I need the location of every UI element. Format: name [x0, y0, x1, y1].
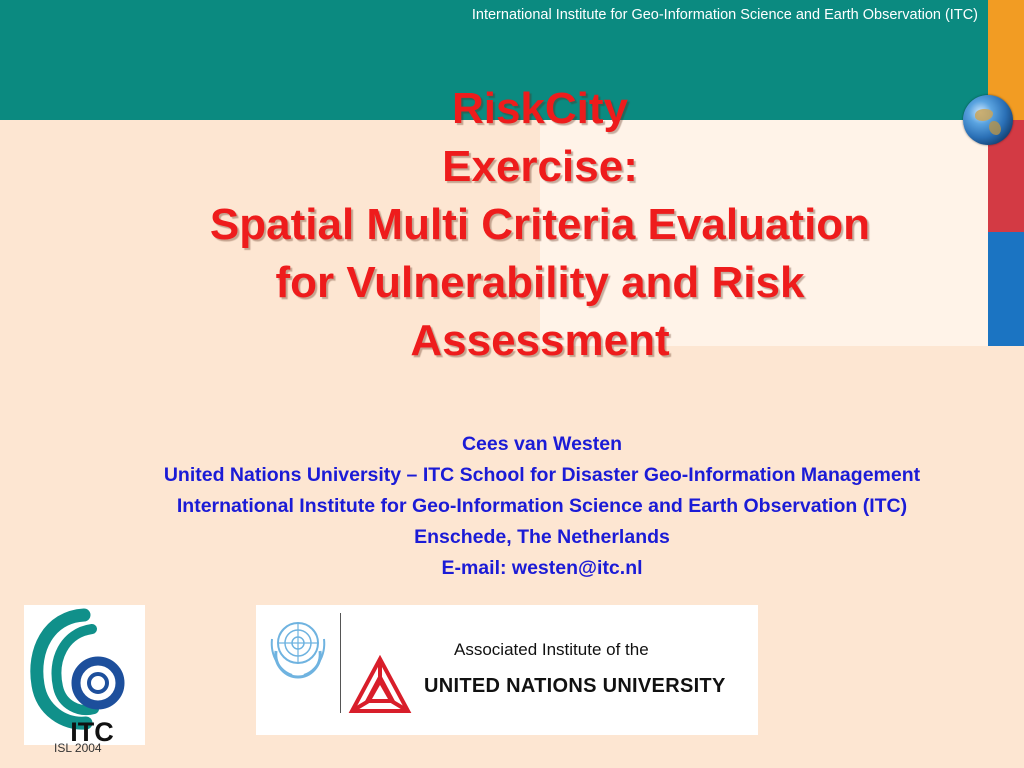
logo-divider: [340, 613, 341, 713]
title-line-1: RiskCity: [451, 84, 629, 133]
associated-institute-text: Associated Institute of the: [454, 640, 649, 659]
itc-logo: [24, 605, 145, 745]
author-name: Cees van Westen: [461, 433, 623, 455]
unu-name-text: UNITED NATIONS UNIVERSITY: [424, 675, 726, 697]
un-emblem-icon: [262, 611, 334, 683]
author-affiliation-2: International Institute for Geo-Information Science and Earth Observation (ITC): [176, 495, 908, 517]
footer-text: ISL 2004: [54, 741, 102, 755]
title-line-2: Exercise:: [442, 142, 638, 191]
slide-title: [60, 80, 1020, 370]
title-line-5: Assessment: [410, 316, 670, 365]
author-block: [92, 432, 992, 587]
author-location: Enschede, The Netherlands: [414, 526, 670, 548]
unu-symbol-icon: [348, 655, 412, 719]
header-institute-text: International Institute for Geo-Information Science and Earth Observation (ITC): [471, 7, 978, 23]
title-line-3: Spatial Multi Criteria Evaluation: [209, 200, 871, 249]
itc-logo-text: ITC: [70, 717, 114, 745]
author-email: E-mail: westen@itc.nl: [441, 557, 643, 579]
itc-logo-graphic: [24, 605, 145, 745]
title-line-4: for Vulnerability and Risk: [275, 258, 805, 307]
author-affiliation-1: United Nations University – ITC School for Disaster Geo-Information Management: [163, 464, 921, 486]
un-logo-box: [256, 605, 758, 735]
